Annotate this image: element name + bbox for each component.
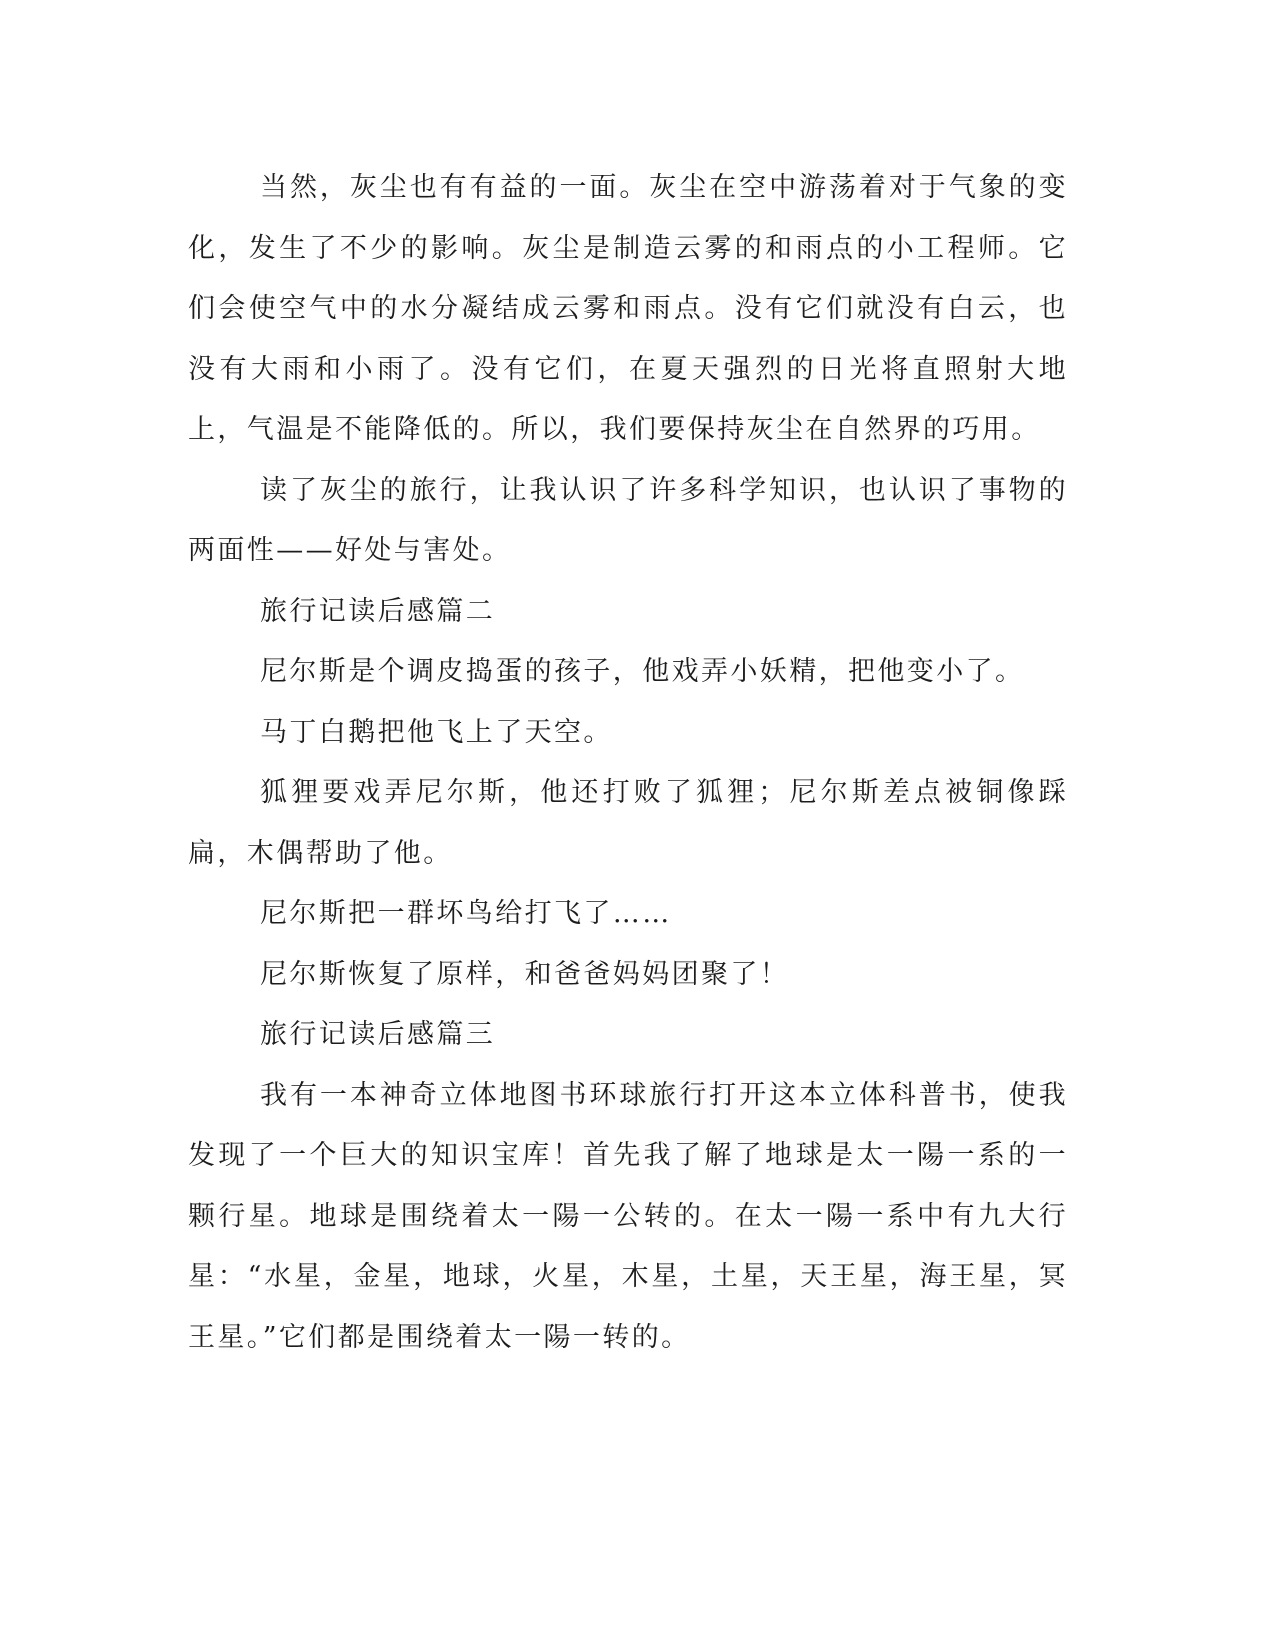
paragraph-world-travel-book: 我有一本神奇立体地图书环球旅行打开这本立体科普书，使我发现了一个巨大的知识宝库！首先我了解了地球是太一陽一系的一颗行星。地球是围绕着太一陽一公转的。在太一陽一系中有九大行星：“水星，金星，地球，火星，木星，土星，天王星，海王星，冥王星。”它们都是围绕着太一陽一转的。 [188,1079,1068,1353]
paragraph-dust-benefits: 当然，灰尘也有有益的一面。灰尘在空中游荡着对于气象的变化，发生了不少的影响。灰尘是制造云雾的和雨点的小工程师。它们会使空气中的水分凝结成云雾和雨点。没有它们就没有白云，也没有大雨和小雨了。没有它们，在夏天强烈的日光将直照射大地上，气温是不能降低的。所以，我们要保持灰尘在自然界的巧用。 [188,172,1068,445]
paragraph-reunion: 尼尔斯恢复了原样，和爸爸妈妈团聚了！ [260,958,790,990]
paragraph-bad-birds: 尼尔斯把一群坏鸟给打飞了…… [260,898,672,929]
document-body [188,158,1068,1368]
section-heading-part-two: 旅行记读后感篇二 [260,595,496,627]
section-heading-part-three: 旅行记读后感篇三 [260,1019,496,1050]
paragraph-dust-reflection: 读了灰尘的旅行，让我认识了许多科学知识，也认识了事物的两面性——好处与害处。 [188,474,1068,566]
paragraph-fox-statue: 狐狸要戏弄尼尔斯，他还打败了狐狸；尼尔斯差点被铜像踩扁，木偶帮助了他。 [188,777,1068,869]
paragraph-martin-goose: 马丁白鹅把他飞上了天空。 [260,716,613,748]
paragraph-nils-intro: 尼尔斯是个调皮捣蛋的孩子，他戏弄小妖精，把他变小了。 [260,656,1025,687]
